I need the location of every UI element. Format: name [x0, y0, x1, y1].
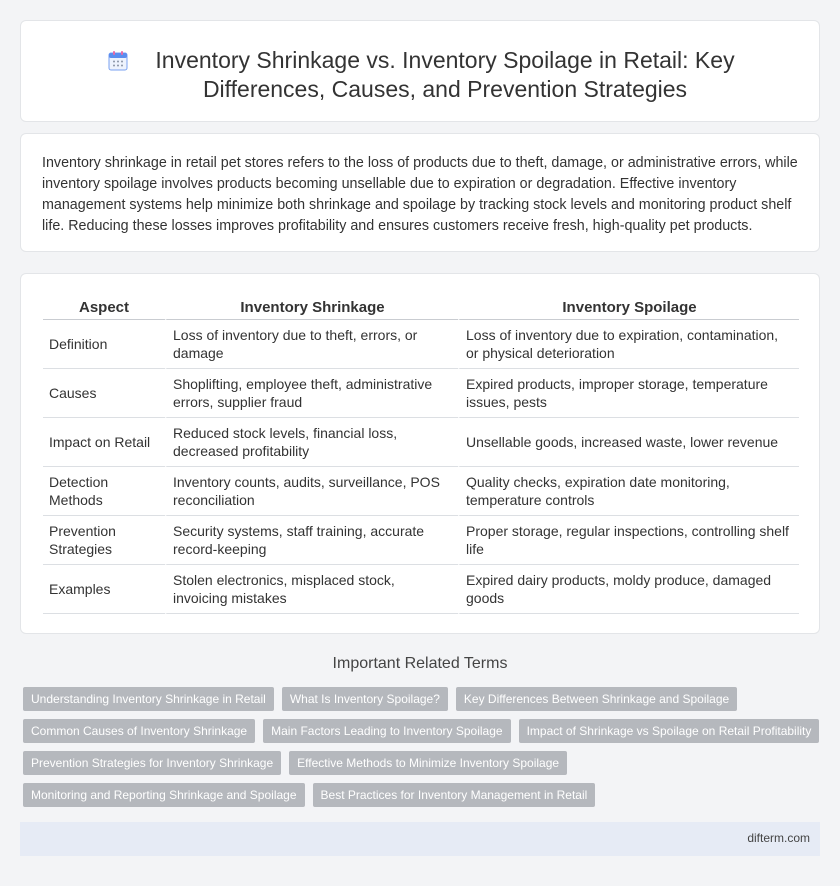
row-spoilage: Expired dairy products, moldy produce, damaged goods — [458, 565, 799, 614]
related-term-tag[interactable]: Impact of Shrinkage vs Spoilage on Retail Profitability — [519, 719, 820, 743]
table-row — [43, 369, 799, 418]
table-header-row — [43, 296, 799, 320]
row-aspect: Definition — [43, 320, 165, 369]
related-term-tag[interactable]: Best Practices for Inventory Management in Retail — [313, 783, 596, 807]
table-row — [43, 516, 799, 565]
page-title: Inventory Shrinkage vs. Inventory Spoilage in Retail: Key Differences, Causes, and Prevention Strategies — [155, 47, 735, 102]
intro-card — [20, 133, 820, 252]
header-card — [20, 20, 820, 122]
row-shrinkage: Stolen electronics, misplaced stock, invoicing mistakes — [165, 565, 458, 614]
row-aspect: Detection Methods — [43, 467, 165, 516]
row-aspect: Examples — [43, 565, 165, 614]
related-term-tag[interactable]: Common Causes of Inventory Shrinkage — [23, 719, 255, 743]
row-aspect: Impact on Retail — [43, 418, 165, 467]
related-term-tag[interactable]: What Is Inventory Spoilage? — [282, 687, 448, 711]
table-row — [43, 320, 799, 369]
related-terms-tags — [23, 687, 823, 815]
tag-row — [23, 719, 823, 743]
table-row — [43, 467, 799, 516]
related-term-tag[interactable]: Prevention Strategies for Inventory Shrinkage — [23, 751, 281, 775]
comparison-card — [20, 273, 820, 634]
header-aspect: Aspect — [43, 296, 165, 320]
row-spoilage: Quality checks, expiration date monitoring, temperature controls — [458, 467, 799, 516]
table-row — [43, 418, 799, 467]
row-shrinkage: Reduced stock levels, financial loss, decreased profitability — [165, 418, 458, 467]
footer-site-link[interactable]: difterm.com — [747, 831, 810, 845]
row-shrinkage: Security systems, staff training, accurate record-keeping — [165, 516, 458, 565]
related-term-tag[interactable]: Key Differences Between Shrinkage and Spoilage — [456, 687, 737, 711]
row-shrinkage: Shoplifting, employee theft, administrative errors, supplier fraud — [165, 369, 458, 418]
row-spoilage: Expired products, improper storage, temperature issues, pests — [458, 369, 799, 418]
row-shrinkage: Loss of inventory due to theft, errors, or damage — [165, 320, 458, 369]
title-wrap — [21, 46, 819, 104]
calendar-icon — [106, 49, 130, 73]
tag-row — [23, 751, 823, 775]
related-term-tag[interactable]: Monitoring and Reporting Shrinkage and Spoilage — [23, 783, 305, 807]
row-spoilage: Loss of inventory due to expiration, contamination, or physical deterioration — [458, 320, 799, 369]
tag-row — [23, 687, 823, 711]
row-spoilage: Unsellable goods, increased waste, lower revenue — [458, 418, 799, 467]
related-term-tag[interactable]: Effective Methods to Minimize Inventory Spoilage — [289, 751, 567, 775]
table-row — [43, 565, 799, 614]
related-term-tag[interactable]: Main Factors Leading to Inventory Spoilage — [263, 719, 510, 743]
related-term-tag[interactable]: Understanding Inventory Shrinkage in Retail — [23, 687, 274, 711]
header-shrinkage: Inventory Shrinkage — [165, 296, 458, 320]
tag-row — [23, 783, 823, 807]
row-aspect: Prevention Strategies — [43, 516, 165, 565]
row-spoilage: Proper storage, regular inspections, controlling shelf life — [458, 516, 799, 565]
header-spoilage: Inventory Spoilage — [458, 296, 799, 320]
footer — [20, 822, 820, 856]
row-aspect: Causes — [43, 369, 165, 418]
comparison-table — [43, 296, 799, 614]
intro-paragraph: Inventory shrinkage in retail pet stores refers to the loss of products due to theft, damage, or administrative errors, while inventory spoilage involves products becoming unsellable due to expiration or degradation. Effective inventory management systems help minimize both shrinkage and spoilage by tracking stock levels and monitoring product shelf life. Reducing these losses improves profitability and ensures customers receive fresh, high-quality pet products. — [42, 155, 798, 234]
related-terms-title: Important Related Terms — [332, 655, 508, 672]
row-shrinkage: Inventory counts, audits, surveillance, POS reconciliation — [165, 467, 458, 516]
